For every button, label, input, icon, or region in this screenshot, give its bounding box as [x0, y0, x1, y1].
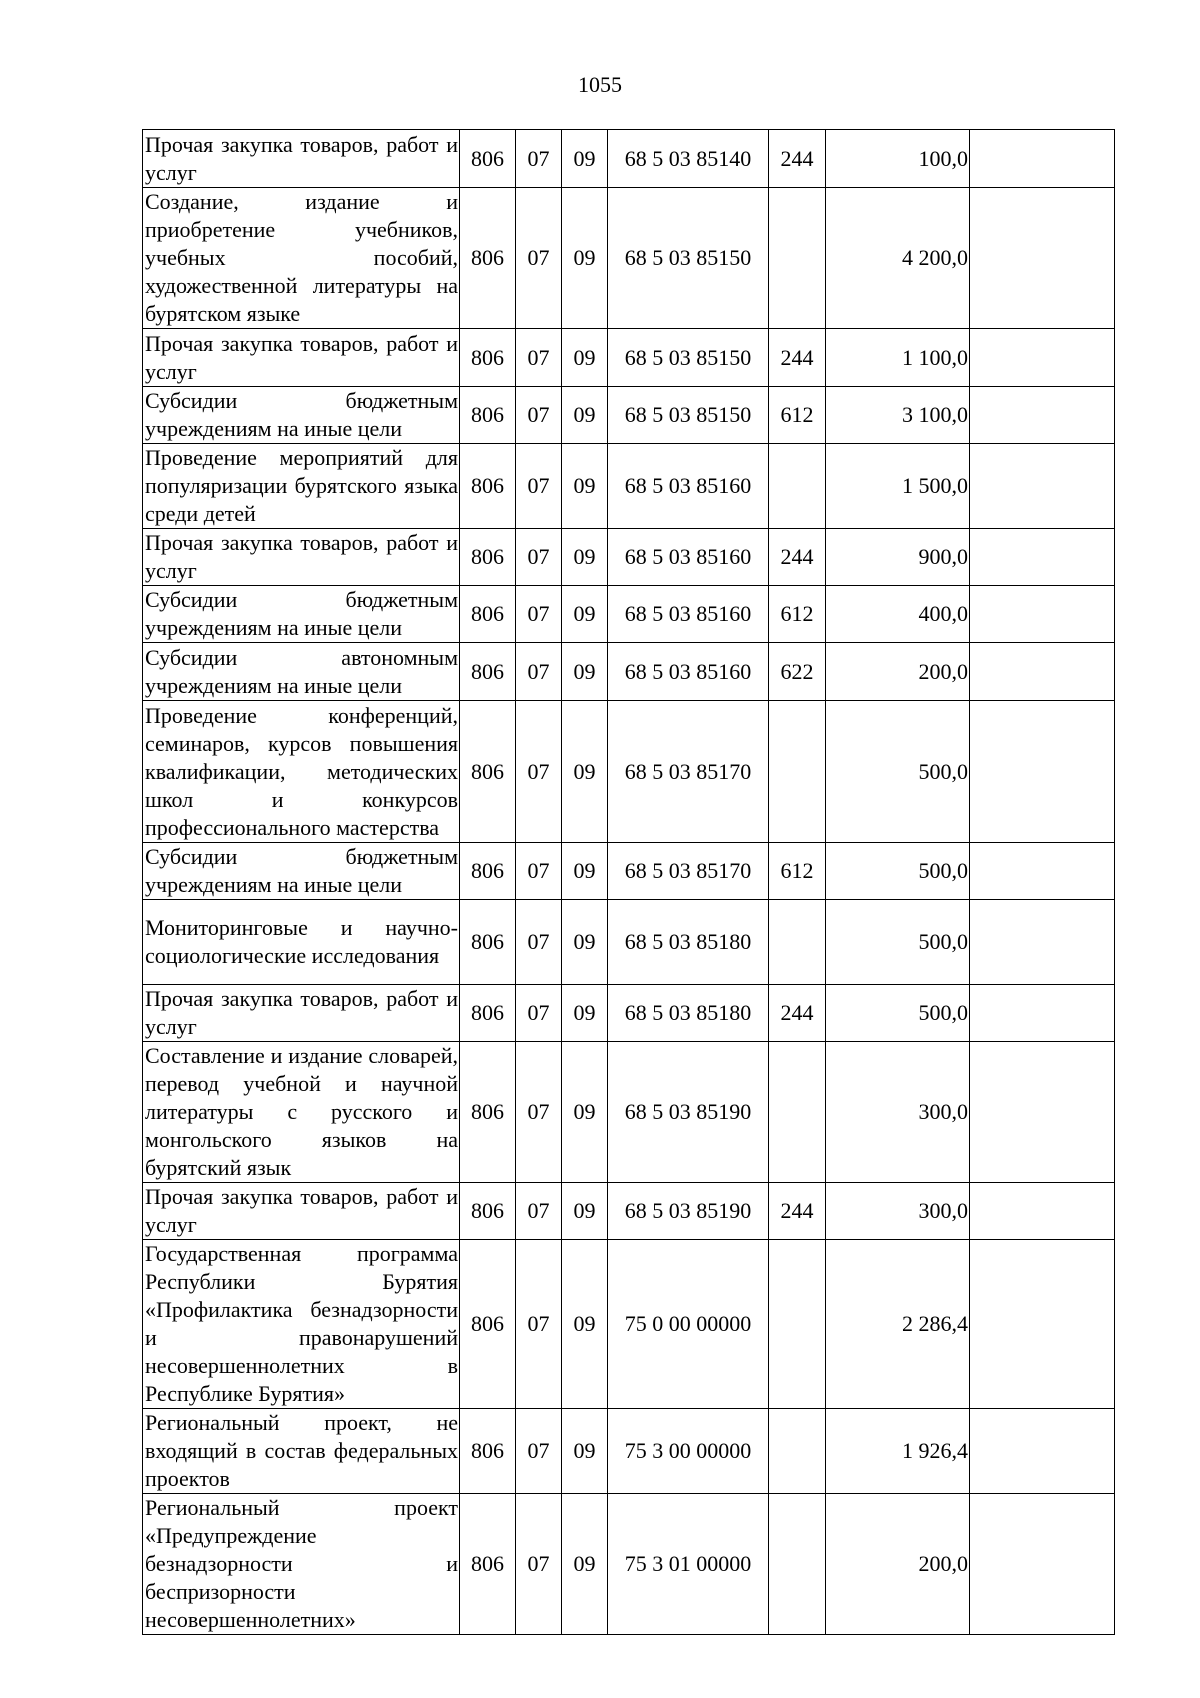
row-extra — [970, 643, 1115, 701]
row-extra — [970, 985, 1115, 1042]
row-amount: 2 286,4 — [826, 1240, 970, 1409]
table-row — [143, 900, 1115, 985]
table-row — [143, 1042, 1115, 1183]
row-description: Субсидии бюджетным учреждениям на иные цели — [143, 586, 460, 643]
row-extra — [970, 387, 1115, 444]
row-description: Государственная программа Республики Бурятия «Профилактика безнадзорности и правонарушений несовершеннолетних в Республике Бурятия» — [143, 1240, 460, 1409]
row-section-code: 07 — [516, 329, 562, 387]
row-expense-type-code: 244 — [769, 1183, 826, 1240]
row-ministry-code: 806 — [460, 130, 516, 188]
row-ministry-code: 806 — [460, 387, 516, 444]
row-amount: 500,0 — [826, 843, 970, 900]
row-target-article-code: 68 5 03 85180 — [608, 900, 769, 985]
row-expense-type-code — [769, 444, 826, 529]
row-amount: 400,0 — [826, 586, 970, 643]
table-row — [143, 1409, 1115, 1494]
row-expense-type-code: 244 — [769, 130, 826, 188]
row-target-article-code: 75 3 00 00000 — [608, 1409, 769, 1494]
row-ministry-code: 806 — [460, 701, 516, 843]
row-ministry-code: 806 — [460, 586, 516, 643]
row-description: Проведение конференций, семинаров, курсов повышения квалификации, методических школ и конкурсов профессионального мастерства — [143, 701, 460, 843]
row-expense-type-code: 622 — [769, 643, 826, 701]
row-subsection-code: 09 — [562, 900, 608, 985]
row-extra — [970, 130, 1115, 188]
row-extra — [970, 329, 1115, 387]
row-section-code: 07 — [516, 586, 562, 643]
row-target-article-code: 68 5 03 85170 — [608, 701, 769, 843]
row-expense-type-code — [769, 1042, 826, 1183]
row-subsection-code: 09 — [562, 701, 608, 843]
row-description: Прочая закупка товаров, работ и услуг — [143, 985, 460, 1042]
table-row — [143, 586, 1115, 643]
row-amount: 200,0 — [826, 643, 970, 701]
table-row — [143, 701, 1115, 843]
row-section-code: 07 — [516, 444, 562, 529]
row-subsection-code: 09 — [562, 1409, 608, 1494]
row-expense-type-code — [769, 701, 826, 843]
table-row — [143, 1240, 1115, 1409]
row-extra — [970, 529, 1115, 586]
row-expense-type-code: 244 — [769, 329, 826, 387]
row-extra — [970, 1042, 1115, 1183]
row-subsection-code: 09 — [562, 130, 608, 188]
row-target-article-code: 68 5 03 85150 — [608, 188, 769, 329]
row-expense-type-code: 244 — [769, 985, 826, 1042]
row-section-code: 07 — [516, 701, 562, 843]
row-target-article-code: 68 5 03 85140 — [608, 130, 769, 188]
row-ministry-code: 806 — [460, 1409, 516, 1494]
row-subsection-code: 09 — [562, 1042, 608, 1183]
row-target-article-code: 68 5 03 85170 — [608, 843, 769, 900]
row-section-code: 07 — [516, 1240, 562, 1409]
row-ministry-code: 806 — [460, 188, 516, 329]
row-amount: 500,0 — [826, 900, 970, 985]
row-description: Субсидии бюджетным учреждениям на иные цели — [143, 843, 460, 900]
row-ministry-code: 806 — [460, 985, 516, 1042]
row-extra — [970, 1240, 1115, 1409]
row-target-article-code: 68 5 03 85160 — [608, 643, 769, 701]
row-extra — [970, 188, 1115, 329]
table-row — [143, 387, 1115, 444]
row-ministry-code: 806 — [460, 1240, 516, 1409]
row-ministry-code: 806 — [460, 900, 516, 985]
row-ministry-code: 806 — [460, 1183, 516, 1240]
row-description: Субсидии бюджетным учреждениям на иные цели — [143, 387, 460, 444]
row-section-code: 07 — [516, 900, 562, 985]
row-target-article-code: 68 5 03 85190 — [608, 1183, 769, 1240]
row-subsection-code: 09 — [562, 1494, 608, 1635]
table-row — [143, 130, 1115, 188]
row-target-article-code: 75 3 01 00000 — [608, 1494, 769, 1635]
budget-table — [142, 129, 1115, 1635]
row-target-article-code: 68 5 03 85190 — [608, 1042, 769, 1183]
table-row — [143, 985, 1115, 1042]
row-extra — [970, 1494, 1115, 1635]
row-extra — [970, 843, 1115, 900]
row-expense-type-code — [769, 1240, 826, 1409]
row-section-code: 07 — [516, 1409, 562, 1494]
row-extra — [970, 1409, 1115, 1494]
table-row — [143, 529, 1115, 586]
row-target-article-code: 68 5 03 85160 — [608, 529, 769, 586]
row-section-code: 07 — [516, 985, 562, 1042]
page-number: 1055 — [578, 72, 622, 97]
row-ministry-code: 806 — [460, 1042, 516, 1183]
row-section-code: 07 — [516, 130, 562, 188]
row-target-article-code: 68 5 03 85160 — [608, 444, 769, 529]
row-description: Мониторинговые и научно-социологические исследования — [143, 900, 460, 985]
row-amount: 300,0 — [826, 1042, 970, 1183]
row-ministry-code: 806 — [460, 643, 516, 701]
table-row — [143, 643, 1115, 701]
row-description: Прочая закупка товаров, работ и услуг — [143, 1183, 460, 1240]
row-amount: 100,0 — [826, 130, 970, 188]
row-section-code: 07 — [516, 188, 562, 329]
table-row — [143, 1494, 1115, 1635]
row-ministry-code: 806 — [460, 329, 516, 387]
row-expense-type-code: 244 — [769, 529, 826, 586]
row-amount: 200,0 — [826, 1494, 970, 1635]
row-expense-type-code — [769, 1494, 826, 1635]
row-section-code: 07 — [516, 387, 562, 444]
row-description: Субсидии автономным учреждениям на иные цели — [143, 643, 460, 701]
table-row — [143, 1183, 1115, 1240]
row-subsection-code: 09 — [562, 1183, 608, 1240]
row-target-article-code: 68 5 03 85160 — [608, 586, 769, 643]
row-subsection-code: 09 — [562, 188, 608, 329]
row-expense-type-code — [769, 188, 826, 329]
row-extra — [970, 900, 1115, 985]
row-section-code: 07 — [516, 1183, 562, 1240]
row-description: Прочая закупка товаров, работ и услуг — [143, 329, 460, 387]
row-description: Региональный проект, не входящий в состав федеральных проектов — [143, 1409, 460, 1494]
row-amount: 300,0 — [826, 1183, 970, 1240]
row-subsection-code: 09 — [562, 444, 608, 529]
table-row — [143, 188, 1115, 329]
row-extra — [970, 444, 1115, 529]
row-expense-type-code — [769, 1409, 826, 1494]
row-ministry-code: 806 — [460, 444, 516, 529]
row-expense-type-code — [769, 900, 826, 985]
row-amount: 1 100,0 — [826, 329, 970, 387]
row-section-code: 07 — [516, 643, 562, 701]
row-target-article-code: 68 5 03 85150 — [608, 329, 769, 387]
row-amount: 1 926,4 — [826, 1409, 970, 1494]
row-ministry-code: 806 — [460, 529, 516, 586]
row-amount: 4 200,0 — [826, 188, 970, 329]
row-extra — [970, 701, 1115, 843]
row-description: Региональный проект «Предупреждение безнадзорности и беспризорности несовершеннолетних» — [143, 1494, 460, 1635]
row-ministry-code: 806 — [460, 1494, 516, 1635]
row-subsection-code: 09 — [562, 985, 608, 1042]
row-amount: 1 500,0 — [826, 444, 970, 529]
row-expense-type-code: 612 — [769, 586, 826, 643]
table-row — [143, 444, 1115, 529]
table-body — [143, 130, 1115, 1635]
row-extra — [970, 1183, 1115, 1240]
row-subsection-code: 09 — [562, 843, 608, 900]
row-amount: 3 100,0 — [826, 387, 970, 444]
row-section-code: 07 — [516, 1042, 562, 1183]
row-description: Создание, издание и приобретение учебников, учебных пособий, художественной литературы на бурятском языке — [143, 188, 460, 329]
row-subsection-code: 09 — [562, 387, 608, 444]
row-description: Прочая закупка товаров, работ и услуг — [143, 130, 460, 188]
row-description: Проведение мероприятий для популяризации бурятского языка среди детей — [143, 444, 460, 529]
row-subsection-code: 09 — [562, 586, 608, 643]
row-section-code: 07 — [516, 529, 562, 586]
row-amount: 500,0 — [826, 985, 970, 1042]
table-row — [143, 843, 1115, 900]
row-expense-type-code: 612 — [769, 387, 826, 444]
row-target-article-code: 75 0 00 00000 — [608, 1240, 769, 1409]
row-amount: 900,0 — [826, 529, 970, 586]
row-section-code: 07 — [516, 843, 562, 900]
row-description: Составление и издание словарей, перевод учебной и научной литературы с русского и монгольского языков на бурятский язык — [143, 1042, 460, 1183]
row-section-code: 07 — [516, 1494, 562, 1635]
table-row — [143, 329, 1115, 387]
row-expense-type-code: 612 — [769, 843, 826, 900]
row-target-article-code: 68 5 03 85150 — [608, 387, 769, 444]
row-subsection-code: 09 — [562, 529, 608, 586]
row-subsection-code: 09 — [562, 329, 608, 387]
row-ministry-code: 806 — [460, 843, 516, 900]
row-target-article-code: 68 5 03 85180 — [608, 985, 769, 1042]
row-extra — [970, 586, 1115, 643]
row-subsection-code: 09 — [562, 643, 608, 701]
row-description: Прочая закупка товаров, работ и услуг — [143, 529, 460, 586]
row-amount: 500,0 — [826, 701, 970, 843]
row-subsection-code: 09 — [562, 1240, 608, 1409]
